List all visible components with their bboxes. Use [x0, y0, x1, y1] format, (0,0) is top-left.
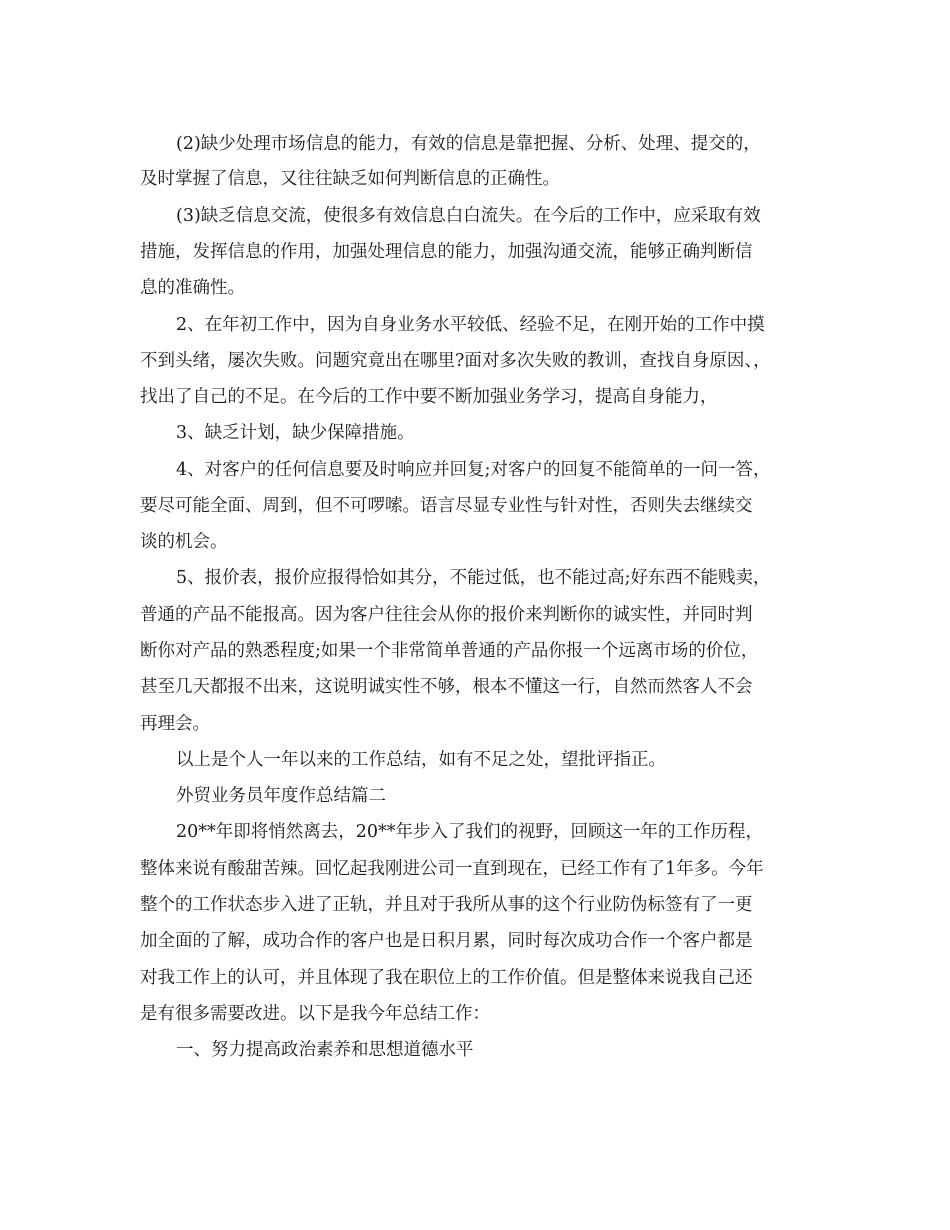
text-line: 4、对客户的任何信息要及时响应并回复;对客户的回复不能简单的一问一答， [176, 460, 771, 480]
text-line: 及时掌握了信息，又往往缺乏如何判断信息的正确性。 [140, 169, 560, 189]
section-heading: 外贸业务员年度作总结篇二 [176, 786, 386, 806]
text-line: 措施，发挥信息的作用，加强处理信息的能力，加强沟通交流，能够正确判断信 [140, 242, 753, 262]
text-line: 找出了自己的不足。在今后的工作中要不断加强业务学习，提高自身能力， [140, 387, 718, 407]
text-line: 普通的产品不能报高。因为客户往往会从你的报价来判断你的诚实性，并同时判 [140, 605, 753, 625]
text-line: 对我工作上的认可，并且体现了我在职位上的工作价值。但是整体来说我自己还 [140, 968, 753, 988]
text-line: 不到头绪，屡次失败。问题究竟出在哪里?面对多次失败的教训，查找自身原因、， [140, 351, 771, 371]
text-line: 2、在年初工作中，因为自身业务水平较低、经验不足，在刚开始的工作中摸 [176, 315, 765, 335]
text-line: 20**年即将悄然离去，20**年步入了我们的视野，回顾这一年的工作历程， [176, 822, 764, 842]
text-line: 息的准确性。 [140, 278, 245, 298]
text-line: 断你对产品的熟悉程度;如果一个非常简单普通的产品你报一个远离市场的价位， [140, 641, 759, 661]
text-line: 要尽可能全面、周到，但不可啰嗦。语言尽显专业性与针对性，否则失去继续交 [140, 496, 753, 516]
text-line: 是有很多需要改进。以下是我今年总结工作： [140, 1004, 490, 1024]
text-line: 5、报价表，报价应报得恰如其分，不能过低，也不能过高;好东西不能贱卖， [176, 568, 771, 588]
section-heading: 一、努力提高政治素养和思想道德水平 [176, 1040, 474, 1060]
text-line: 整体来说有酸甜苦辣。回忆起我刚进公司一直到现在，已经工作有了1年多。今年 [140, 859, 764, 879]
text-line: 谈的机会。 [140, 532, 228, 552]
text-line: 再理会。 [140, 714, 210, 734]
text-line: 整个的工作状态步入进了正轨，并且对于我所从事的这个行业防伪标签有了一更 [140, 895, 753, 915]
text-line: 甚至几天都报不出来，这说明诚实性不够，根本不懂这一行，自然而然客人不会 [140, 677, 753, 697]
text-line: (3)缺乏信息交流，使很多有效信息白白流失。在今后的工作中，应采取有效 [176, 206, 761, 226]
text-line: (2)缺少处理市场信息的能力，有效的信息是靠把握、分析、处理、提交的， [176, 134, 761, 154]
text-line: 加全面的了解，成功合作的客户也是日积月累，同时每次成功合作一个客户都是 [140, 931, 753, 951]
text-line: 以上是个人一年以来的工作总结，如有不足之处，望批评指正。 [176, 750, 666, 770]
text-line: 3、缺乏计划，缺少保障措施。 [176, 423, 415, 443]
